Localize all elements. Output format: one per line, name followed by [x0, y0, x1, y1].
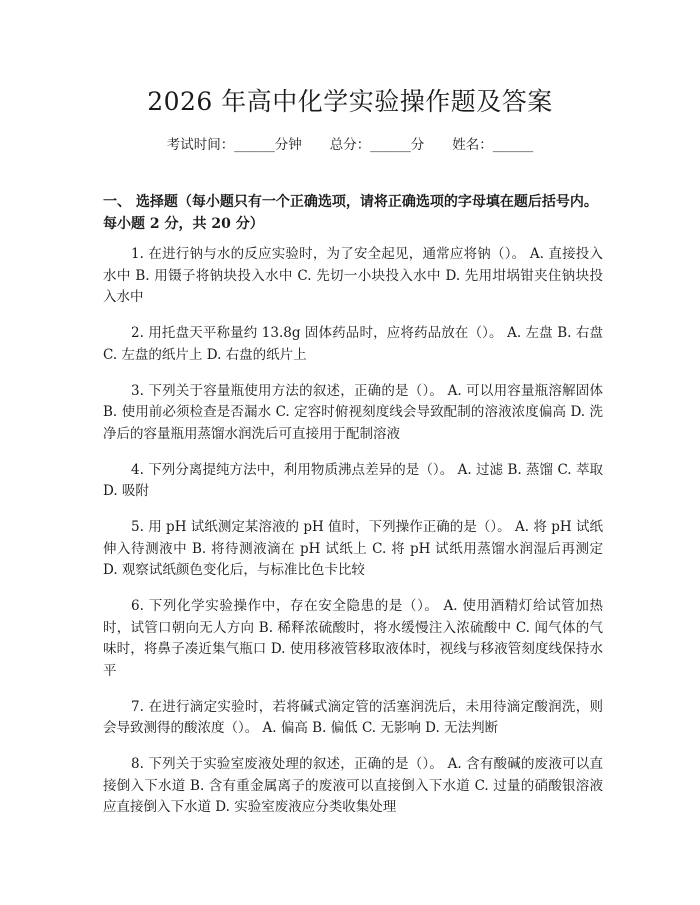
exam-meta-line	[0, 133, 700, 153]
question-item: 4. 下列分离提纯方法中，利用物质沸点差异的是（）。 A. 过滤 B. 蒸馏 C. 萃取 D. 吸附	[103, 461, 603, 499]
question-item: 5. 用 pH 试纸测定某溶液的 pH 值时，下列操作正确的是（）。 A. 将 pH 试纸伸入待测液中 B. 将待测液滴在 pH 试纸上 C. 将 pH 试纸用蒸馏水润湿后再测定 D. 观察试纸颜色变化后，与标准比色卡比较	[103, 519, 603, 578]
question-item: 2. 用托盘天平称量约 13.8g 固体药品时，应将药品放在（）。 A. 左盘 B. 右盘 C. 左盘的纸片上 D. 右盘的纸片上	[103, 325, 603, 363]
page-title: 2026 年高中化学实验操作题及答案	[147, 87, 553, 116]
question-item: 3. 下列关于容量瓶使用方法的叙述，正确的是（）。 A. 可以用容量瓶溶解固体 B. 使用前必须检查是否漏水 C. 定容时俯视刻度线会导致配制的溶液浓度偏高 D. 洗净后的容量瓶用蒸馏水润洗后可直接用于配制溶液	[103, 382, 603, 442]
total-score-field: 总分：______分	[329, 137, 425, 153]
question-item: 6. 下列化学实验操作中，存在安全隐患的是（）。 A. 使用酒精灯给试管加热时，试管口朝向无人方向 B. 稀释浓硫酸时，将水缓慢注入浓硫酸中 C. 闻气体的气味时，将鼻子凑近集气瓶口 D. 使用移液管移取液体时，视线与移液管刻度线保持水平	[103, 598, 603, 679]
question-item: 7. 在进行滴定实验时，若将碱式滴定管的活塞润洗后，未用待滴定酸润洗，则会导致测得的酸浓度（）。 A. 偏高 B. 偏低 C. 无影响 D. 无法判断	[103, 698, 603, 736]
question-item: 1. 在进行钠与水的反应实验时，为了安全起见，通常应将钠（）。 A. 直接投入水中 B. 用镊子将钠块投入水中 C. 先切一小块投入水中 D. 先用坩埚钳夹住钠块投入水中	[103, 246, 603, 305]
question-item: 8. 下列关于实验室废液处理的叙述，正确的是（）。 A. 含有酸碱的废液可以直接倒入下水道 B. 含有重金属离子的废液可以直接倒入下水道 C. 过量的硝酸银溶液应直接倒入下水道 D. 实验室废液应分类收集处理	[103, 756, 603, 815]
section-heading-choice: 一、 选择题（每小题只有一个正确选项，请将正确选项的字母填在题后括号内。每小题 2 分，共 20 分）	[103, 194, 598, 232]
question-list	[103, 244, 603, 833]
exam-time-field: 考试时间：______分钟	[166, 137, 302, 153]
student-name-field: 姓名：______	[452, 137, 534, 153]
